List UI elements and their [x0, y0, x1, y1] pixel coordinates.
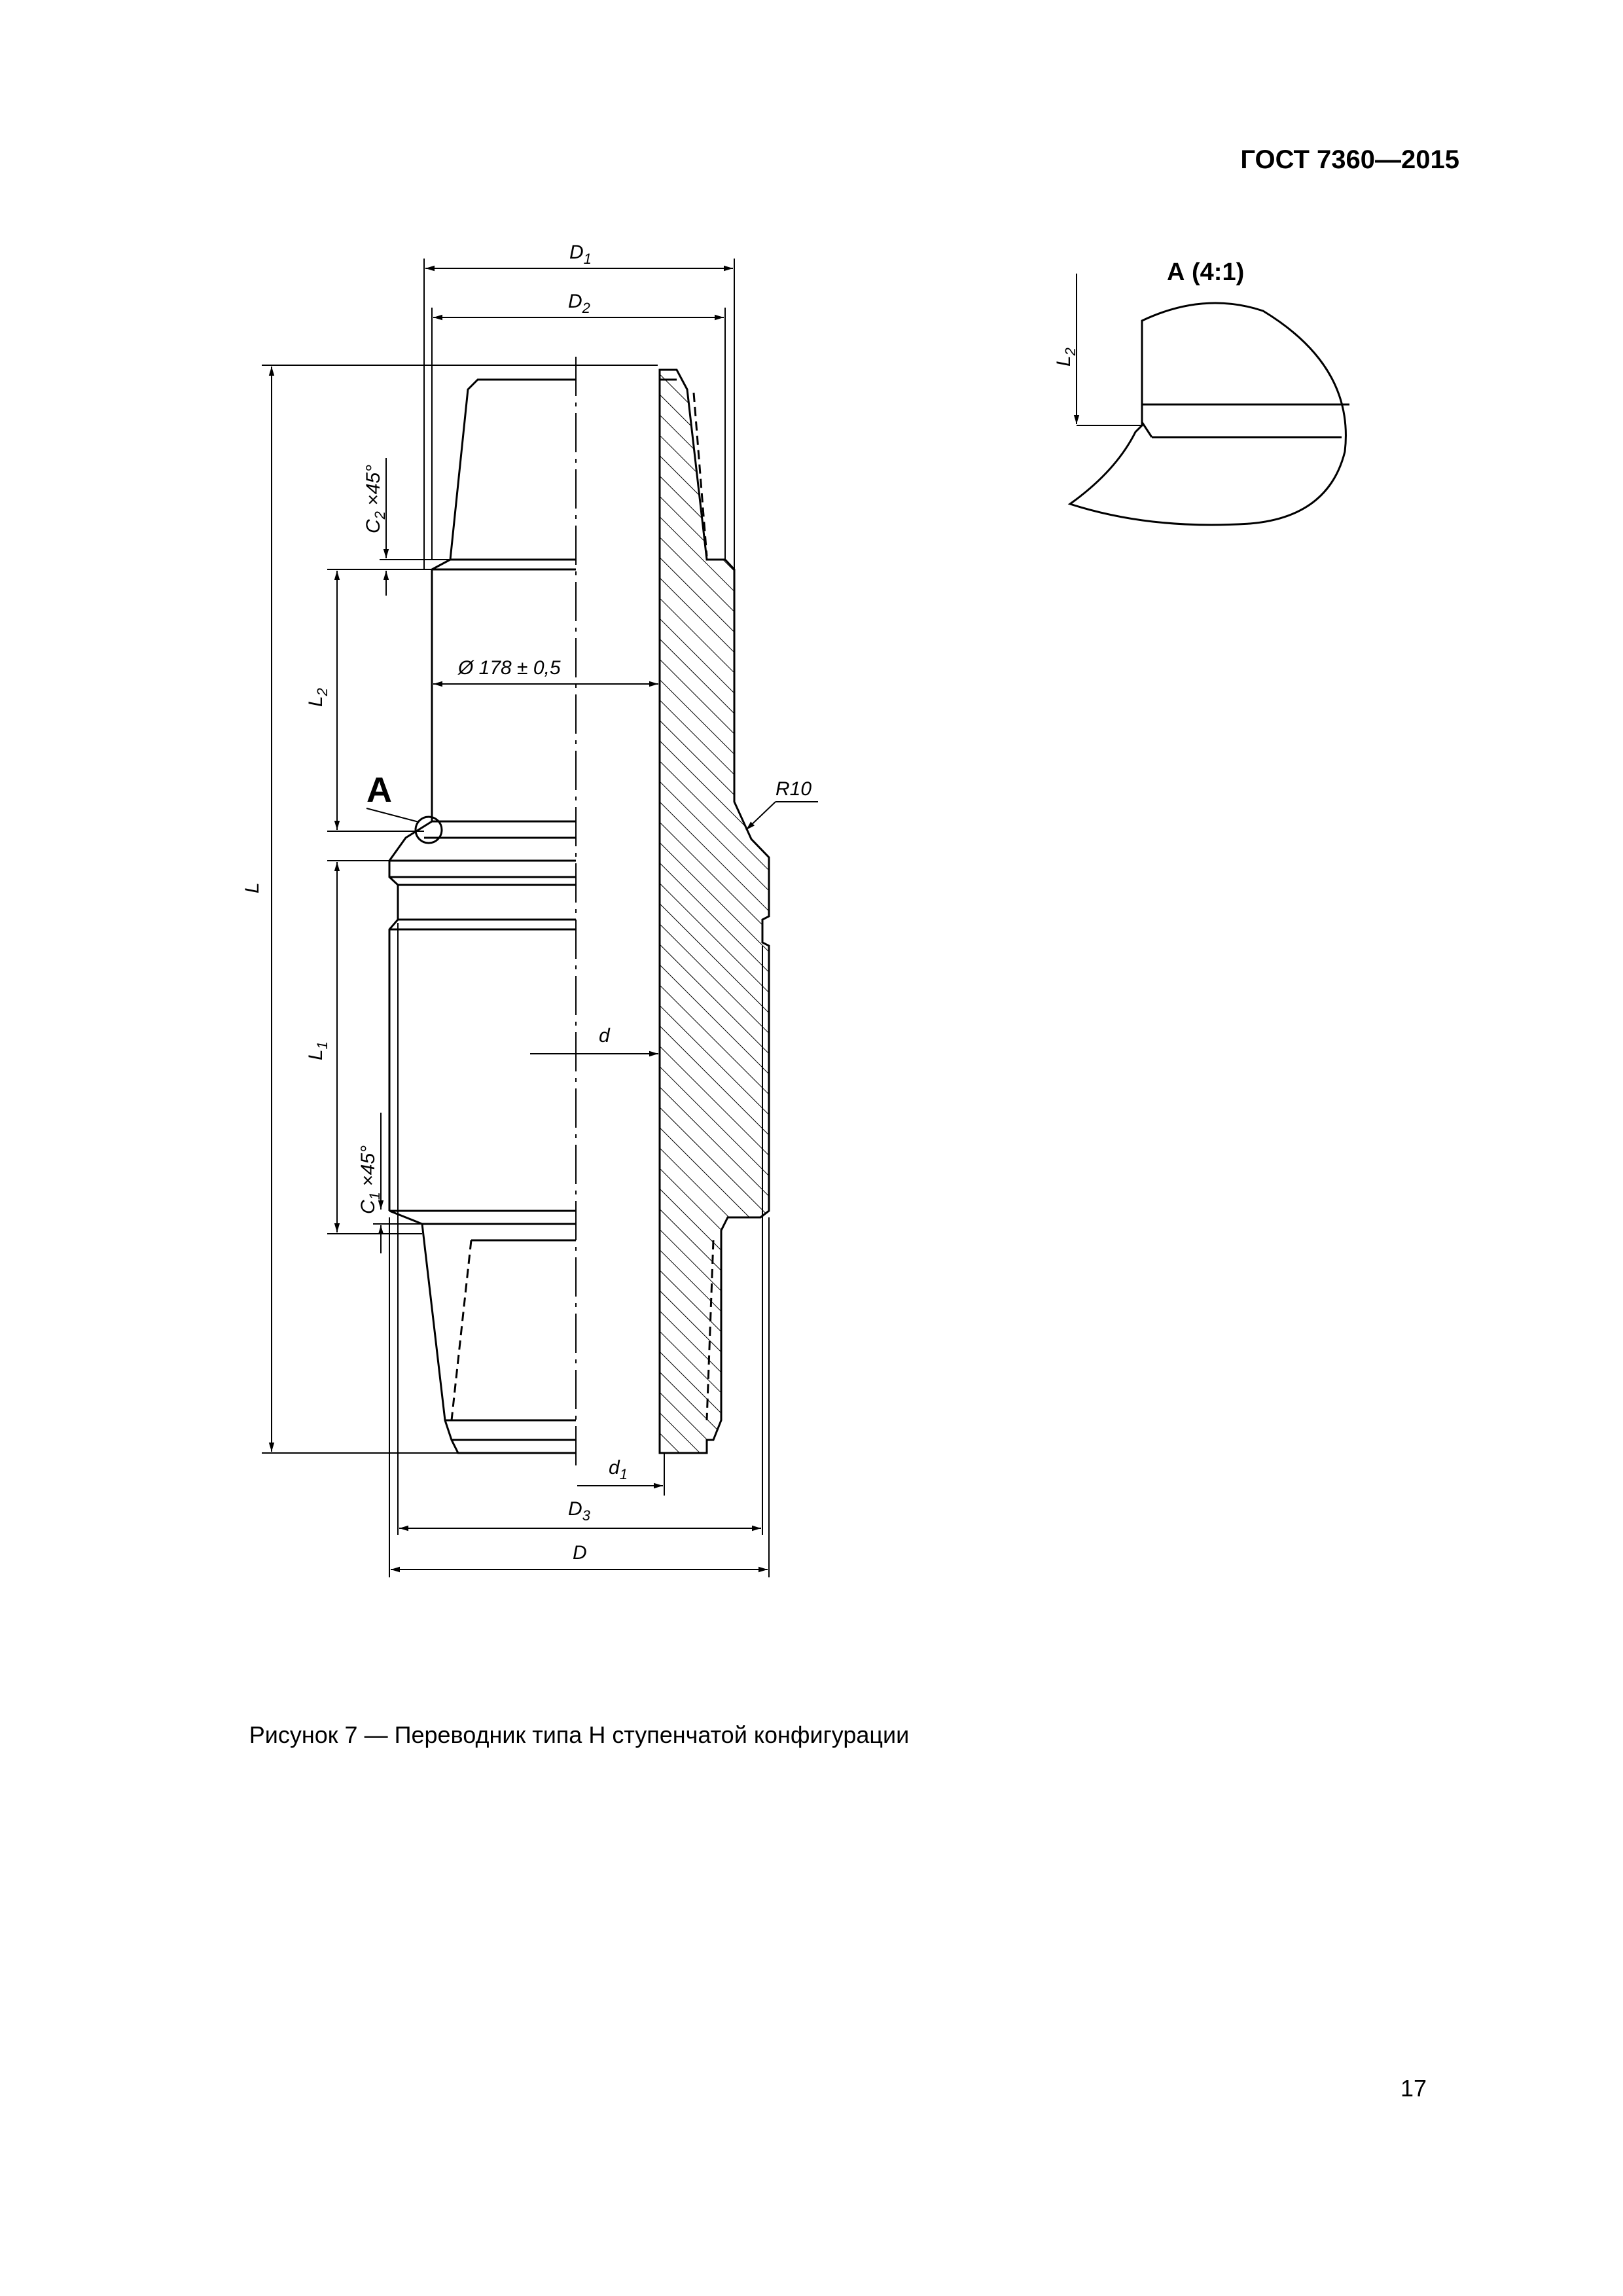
dimension-L — [262, 365, 658, 1453]
label-L: L — [241, 882, 263, 893]
standard-designation: ГОСТ 7360—2015 — [1240, 145, 1459, 174]
detail-view-a — [1070, 303, 1349, 525]
page-number: 17 — [1400, 2075, 1427, 2102]
label-C2: $C_2 \times 45^\circ$ — [363, 464, 388, 533]
label-L2: $L_2$ — [305, 688, 330, 707]
section-hatching — [660, 370, 769, 1453]
label-d1: $d_1$ — [609, 1457, 628, 1482]
detail-dimension-L2 — [1077, 274, 1142, 425]
figure-caption: Рисунок 7 — Переводник типа Н ступенчатой конфигурации — [249, 1721, 910, 1748]
label-d: d — [599, 1025, 610, 1047]
detail-a-leader — [366, 808, 419, 822]
dimension-C2 — [380, 458, 450, 596]
label-D3: $D_3$ — [568, 1498, 590, 1524]
section-mark-A: A — [366, 770, 392, 810]
label-D2: $D_2$ — [568, 291, 590, 316]
dimension-R10 — [746, 802, 818, 830]
detail-label-L2: $L_2$ — [1053, 348, 1079, 367]
label-diameter-178: Ø 178 ± 0,5 — [458, 657, 561, 679]
label-L1: $L_1$ — [305, 1041, 330, 1060]
label-R10: R10 — [776, 778, 812, 800]
detail-title: А (4:1) — [1167, 259, 1245, 286]
label-C1: $C_1 \times 45^\circ$ — [357, 1145, 383, 1214]
label-D: D — [573, 1542, 587, 1564]
label-D1: $D_1$ — [569, 242, 592, 267]
